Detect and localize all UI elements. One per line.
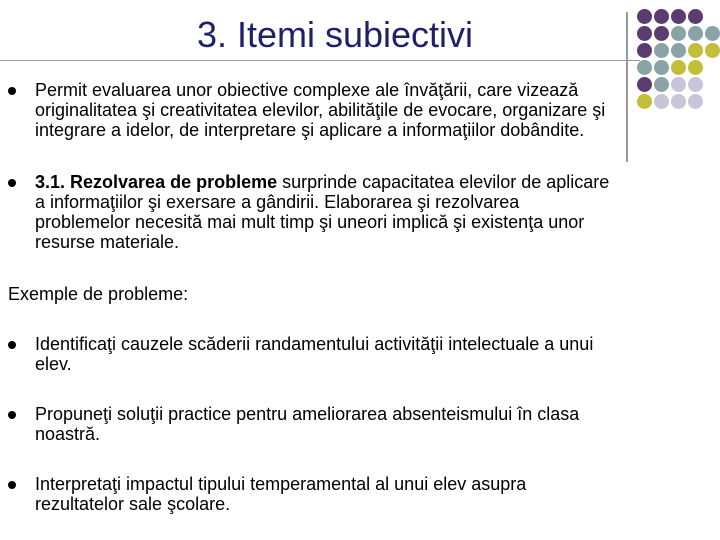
bullet-dot <box>8 341 16 349</box>
decorative-dot <box>654 26 669 41</box>
decorative-dot <box>688 43 703 58</box>
decorative-dot <box>654 60 669 75</box>
decorative-dot <box>637 26 652 41</box>
example-text: Identificaţi cauzele scăderii randamentului activităţii intelectuale a unui elev. <box>35 334 594 374</box>
bullet-dot <box>8 87 16 95</box>
decorative-dot <box>671 60 686 75</box>
horizontal-divider <box>0 60 640 61</box>
bullet-text: Permit evaluarea unor obiective complexe ale învăţării, care vizează originalitatea şi creativitatea elevilor, abilităţile de evocare, organizare şi integrare a idelor, de interpretare şi aplicare a informaţiilor dobândite. <box>35 80 606 140</box>
decorative-dot <box>688 60 703 75</box>
decorative-dot <box>671 9 686 24</box>
bullet-text: 3.1. Rezolvarea de probleme surprinde capacitatea elevilor de aplicare a informaţiilor şi exersare a gândirii. Elaborarea şi rezolvarea problemelor necesită mai mult timp şi uneori implică şi existenţa unor resurse materiale. <box>35 172 610 252</box>
decorative-dot <box>705 43 720 58</box>
bullet-dot <box>8 179 16 187</box>
bullet-dot <box>8 411 16 419</box>
decorative-dot <box>671 26 686 41</box>
decorative-dot <box>688 26 703 41</box>
decorative-dot <box>688 9 703 24</box>
slide-title: 3. Itemi subiectivi <box>196 14 474 55</box>
decorative-dot <box>637 9 652 24</box>
bullet-dot <box>8 481 16 489</box>
decorative-dot <box>654 9 669 24</box>
decorative-dot <box>637 43 652 58</box>
example-text: Propuneţi soluţii practice pentru ameliorarea absenteismului în clasa noastră. <box>35 404 580 444</box>
examples-heading: Exemple de probleme: <box>8 284 189 304</box>
decorative-dot <box>705 26 720 41</box>
bullet-bold-heading: 3.1. Rezolvarea de probleme <box>35 172 278 192</box>
decorative-dot <box>637 60 652 75</box>
example-text: Interpretaţi impactul tipului temperamental al unui elev asupra rezultatelor sale şcolare. <box>35 474 527 514</box>
decorative-dot <box>654 43 669 58</box>
decorative-dot <box>671 43 686 58</box>
